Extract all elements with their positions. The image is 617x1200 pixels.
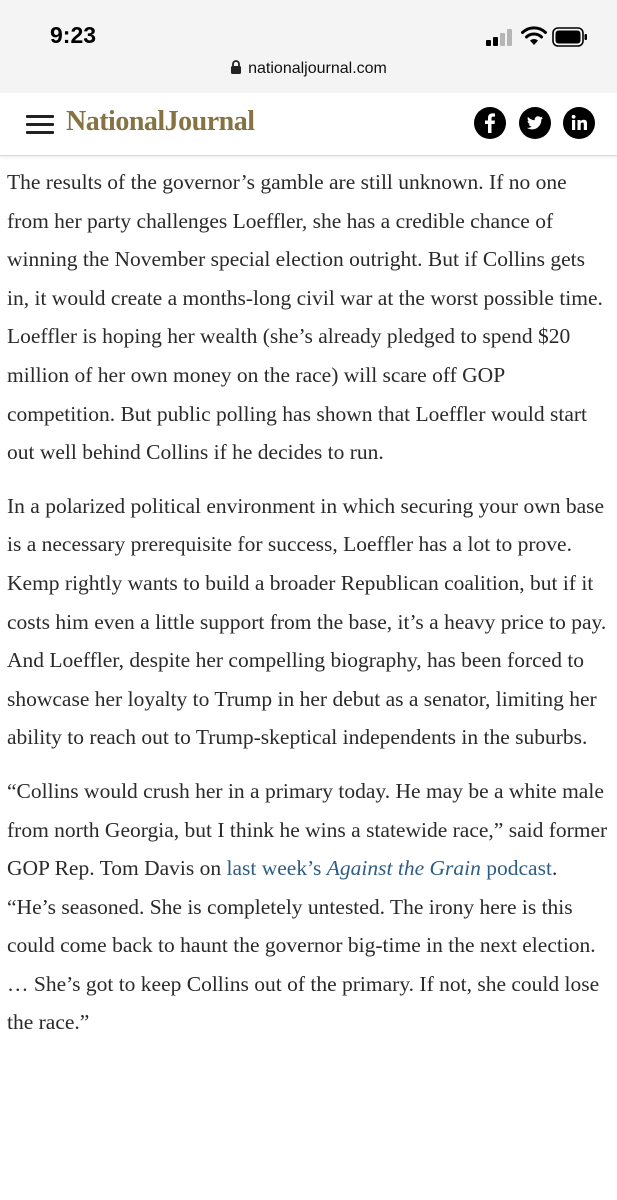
status-time: 9:23 [50,22,97,48]
podcast-link-text: last week’s [226,856,327,881]
url-text: nationaljournal.com [248,60,387,77]
url-bar[interactable] [0,60,617,84]
article-body [7,163,610,1057]
status-bar [0,0,617,93]
linkedin-icon[interactable] [563,107,595,139]
podcast-link[interactable] [226,856,551,880]
menu-icon[interactable] [26,112,54,136]
twitter-icon[interactable] [519,107,551,139]
facebook-icon[interactable] [474,107,506,139]
battery-icon [552,27,588,47]
cellular-signal-icon [486,28,516,46]
paragraph-3-quote-end: . “He’s seasoned. She is completely untested. The irony here is this could come back to haunt the governor big-time in the next election. … She’s got to keep Collins out of the primary. If not, she could lose the race.” [7,856,600,1035]
paragraph-3-quote-start: “Collins would crush her in a primary today. He may be a white male from north Georgia, but I think he wins a statewide race,” said former GOP Rep. Tom Davis on [7,778,608,881]
site-header [0,93,617,156]
podcast-title: Against the Grain [326,856,481,881]
article-paragraph-1: The results of the governor’s gamble are still unknown. If no one from her party challenges Loeffler, she has a credible chance of winning the November special election outright. But if Collins gets in, it would create a months-long civil war at the worst possible time. Loeffler is hoping her wealth (she’s already pledged to spend $20 million of her own money on the race) will scare off GOP competition. But public polling has shown that Loeffler would start out well behind Collins if he decides to run. [7,170,603,465]
lock-icon [230,60,242,75]
podcast-link-suffix: podcast [480,856,552,881]
article-paragraph-3 [7,772,610,1042]
article-paragraph-2: In a polarized political environment in which securing your own base is a necessary prerequisite for success, Loeffler has a lot to prove. Kemp rightly wants to build a broader Republican coalition, but if it costs him even a little support from the base, it’s a heavy price to pay. And Loeffler, despite her compelling biography, has been forced to showcase her loyalty to Trump in her debut as a senator, limiting her ability to reach out to Trump-skeptical independents in the suburbs. [7,493,607,750]
site-logo[interactable]: NationalJournal [66,106,255,137]
wifi-icon [521,26,547,46]
